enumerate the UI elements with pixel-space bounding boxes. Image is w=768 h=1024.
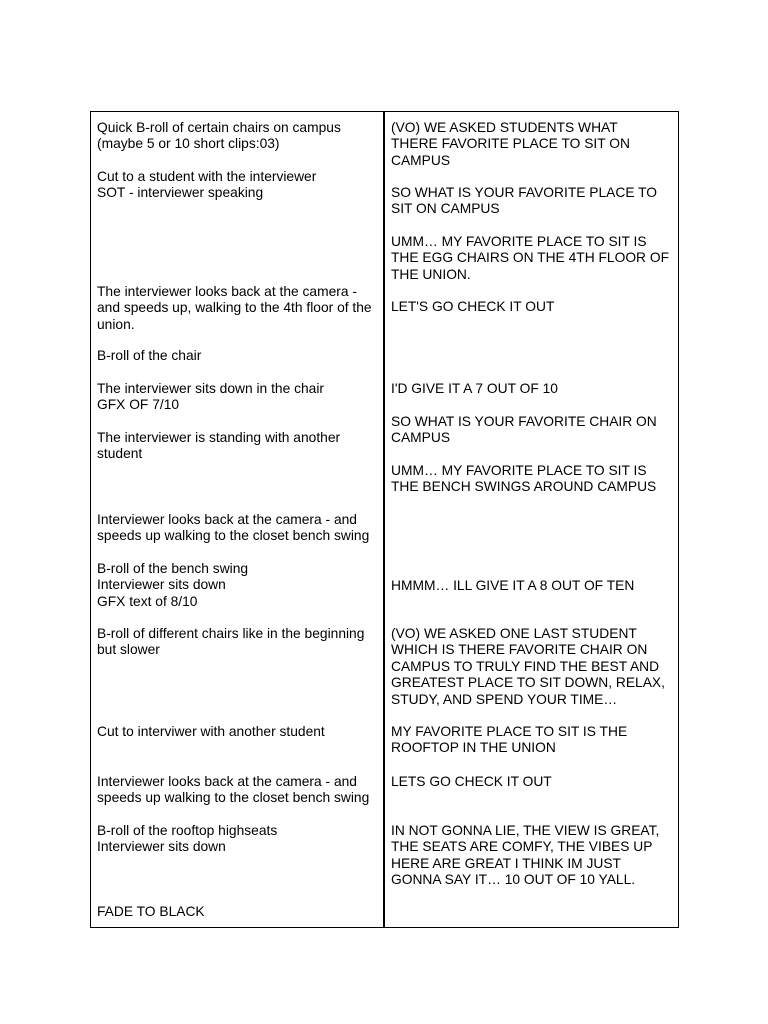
audio-column	[385, 112, 678, 927]
audio-line: IN NOT GONNA LIE, THE VIEW IS GREAT, THE SEATS ARE COMFY, THE VIBES UP HERE ARE GREAT I THINK IM JUST GONNA SAY IT… 10 OUT OF 10 YALL.	[391, 823, 660, 888]
visual-cue: The interviewer looks back at the camera - and speeds up, walking to the 4th floor of the union.	[97, 284, 372, 332]
audio-line: (VO) WE ASKED STUDENTS WHAT THERE FAVORITE PLACE TO SIT ON CAMPUS	[391, 120, 630, 168]
visual-cue: Quick B-roll of certain chairs on campus (maybe 5 or 10 short clips:03)	[97, 120, 341, 152]
audio-line: HMMM… ILL GIVE IT A 8 OUT OF TEN	[391, 578, 635, 593]
visual-cue: Cut to interviwer with another student	[97, 724, 325, 739]
visual-cue: B-roll of the rooftop highseats Interviewer sits down	[97, 823, 278, 855]
audio-line: I'D GIVE IT A 7 OUT OF 10	[391, 381, 558, 396]
audio-line: LETS GO CHECK IT OUT	[391, 774, 552, 789]
audio-line: UMM… MY FAVORITE PLACE TO SIT IS THE EGG CHAIRS ON THE 4TH FLOOR OF THE UNION.	[391, 234, 670, 282]
audio-line: SO WHAT IS YOUR FAVORITE CHAIR ON CAMPUS	[391, 414, 657, 446]
visual-cue: FADE TO BLACK	[97, 904, 205, 919]
audio-line: (VO) WE ASKED ONE LAST STUDENT WHICH IS THERE FAVORITE CHAIR ON CAMPUS TO TRULY FIND THE BEST AND GREATEST PLACE TO SIT DOWN, RELAX, STUDY, AND SPEND YOUR TIME…	[391, 626, 665, 707]
audio-line: LET'S GO CHECK IT OUT	[391, 299, 555, 314]
visual-cue: Interviewer looks back at the camera - and speeds up walking to the closet bench swing	[97, 512, 370, 544]
visual-cue: Cut to a student with the interviewer SOT - interviewer speaking	[97, 169, 317, 201]
audio-line: SO WHAT IS YOUR FAVORITE PLACE TO SIT ON CAMPUS	[391, 185, 658, 217]
visual-cue: B-roll of different chairs like in the beginning but slower	[97, 626, 365, 658]
visual-cue: The interviewer sits down in the chair GFX OF 7/10	[97, 381, 324, 413]
visual-cue: The interviewer is standing with another student	[97, 430, 341, 462]
script-table	[90, 111, 679, 928]
audio-line: MY FAVORITE PLACE TO SIT IS THE ROOFTOP IN THE UNION	[391, 724, 628, 756]
visual-cue: B-roll of the chair	[97, 348, 202, 363]
audio-line: UMM… MY FAVORITE PLACE TO SIT IS THE BENCH SWINGS AROUND CAMPUS	[391, 463, 657, 495]
visual-column	[91, 112, 383, 927]
visual-cue: B-roll of the bench swing Interviewer sits down GFX text of 8/10	[97, 561, 249, 609]
visual-cue: Interviewer looks back at the camera - and speeds up walking to the closet bench swing	[97, 774, 370, 806]
